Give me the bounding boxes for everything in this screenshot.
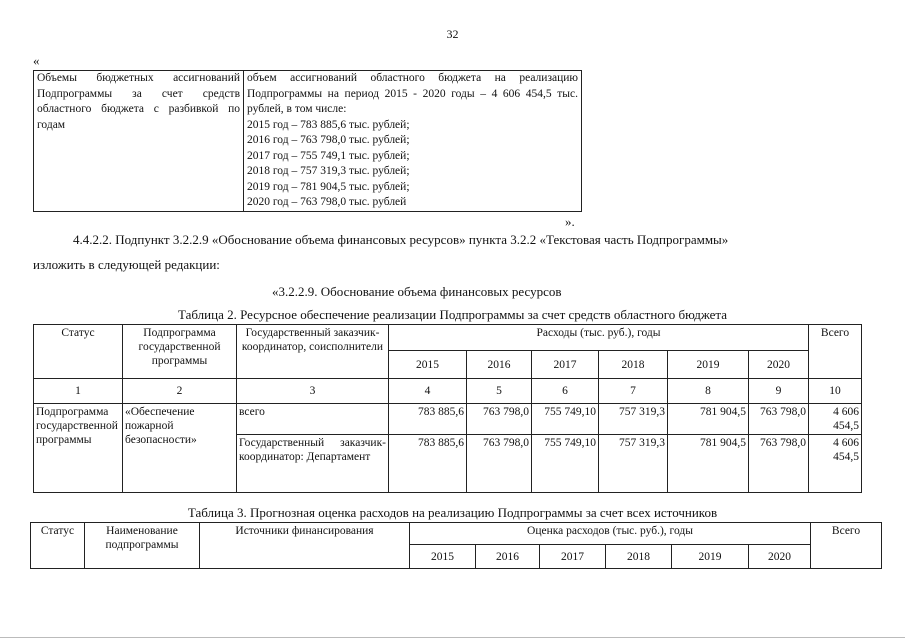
table2-value: 763 798,0 xyxy=(467,435,532,493)
table2-year-2020: 2020 xyxy=(749,351,809,379)
paragraph-line-1: 4.4.2.2. Подпункт 3.2.2.9 «Обоснование объема финансовых ресурсов» пункта 3.2.2 «Текстовая часть Подпрограммы» xyxy=(73,232,729,247)
table2-col-number: 2 xyxy=(123,379,237,404)
open-quote: « xyxy=(33,53,40,68)
table2-caption: Таблица 2. Ресурсное обеспечение реализации Подпрограммы за счет средств областного бюджета xyxy=(177,307,728,322)
table2-row-label: Государственный заказчик-координатор: Департамент xyxy=(237,435,389,493)
paragraph-line-2: изложить в следующей редакции: xyxy=(33,257,220,272)
table2-program-cell: «Обеспечение пожарной безопасности» xyxy=(123,404,237,493)
table3-year-2020: 2020 xyxy=(749,545,811,569)
box-right-intro: объем ассигнований областного бюджета на реализацию Подпрограммы на период 2015 - 2020 годы – 4 606 454,5 тыс. рублей, в том числе: xyxy=(247,72,578,115)
table3-caption: Таблица 3. Прогнозная оценка расходов на реализацию Подпрограммы за счет всех источников xyxy=(187,505,718,520)
box-year-line: 2016 год – 763 798,0 тыс. рублей; xyxy=(247,134,410,146)
budget-allocation-box xyxy=(33,70,582,212)
table3 xyxy=(30,522,882,569)
table2-header-expenses: Расходы (тыс. руб.), годы xyxy=(389,325,809,351)
table2-total: 4 606 454,5 xyxy=(809,404,862,435)
table2-value: 763 798,0 xyxy=(467,404,532,435)
table2 xyxy=(33,324,862,493)
table2-value: 781 904,5 xyxy=(668,404,749,435)
table3-header-status: Статус xyxy=(31,523,85,569)
table3-header-sources: Источники финансирования xyxy=(200,523,410,569)
table2-col-number: 5 xyxy=(467,379,532,404)
table2-year-2017: 2017 xyxy=(532,351,599,379)
table2-status-cell: Подпрограмма государственной программы xyxy=(34,404,123,493)
table2-year-2019: 2019 xyxy=(668,351,749,379)
table2-value: 763 798,0 xyxy=(749,435,809,493)
table3-header-name: Наименование подпрограммы xyxy=(85,523,200,569)
box-year-line: 2018 год – 757 319,3 тыс. рублей; xyxy=(247,165,410,177)
table3-year-2018: 2018 xyxy=(606,545,672,569)
box-year-line: 2019 год – 781 904,5 тыс. рублей; xyxy=(247,180,410,193)
table3-year-2017: 2017 xyxy=(540,545,606,569)
table2-col-number: 3 xyxy=(237,379,389,404)
table2-col-number: 1 xyxy=(34,379,123,404)
table3-year-2016: 2016 xyxy=(476,545,540,569)
table2-value: 755 749,10 xyxy=(532,435,599,493)
table2-value: 757 319,3 xyxy=(599,404,668,435)
table2-value: 783 885,6 xyxy=(389,435,467,493)
table2-col-number: 10 xyxy=(809,379,862,404)
page-number: 32 xyxy=(446,27,459,41)
box-right-cell xyxy=(244,71,582,212)
box-year-line: 2020 год – 763 798,0 тыс. рублей xyxy=(247,196,407,208)
table3-year-2015: 2015 xyxy=(410,545,476,569)
close-quote: ». xyxy=(565,214,575,229)
table3-year-2019: 2019 xyxy=(672,545,749,569)
table2-value: 763 798,0 xyxy=(749,404,809,435)
table2-header-status: Статус xyxy=(34,325,123,379)
table2-value: 755 749,10 xyxy=(532,404,599,435)
table2-total: 4 606 454,5 xyxy=(809,435,862,493)
table2-col-number: 8 xyxy=(668,379,749,404)
table2-value: 757 319,3 xyxy=(599,435,668,493)
table2-col-number: 9 xyxy=(749,379,809,404)
table2-year-2016: 2016 xyxy=(467,351,532,379)
table2-row-label: всего xyxy=(237,404,389,435)
table2-col-number: 7 xyxy=(599,379,668,404)
section-heading: «3.2.2.9. Обоснование объема финансовых ресурсов xyxy=(272,284,562,299)
table2-year-2018: 2018 xyxy=(599,351,668,379)
table2-year-2015: 2015 xyxy=(389,351,467,379)
table2-value: 781 904,5 xyxy=(668,435,749,493)
box-year-line: 2017 год – 755 749,1 тыс. рублей; xyxy=(247,149,410,162)
table2-header-total: Всего xyxy=(809,325,862,379)
table2-col-number: 6 xyxy=(532,379,599,404)
page-edge-divider xyxy=(0,637,905,638)
table3-header-estimate: Оценка расходов (тыс. руб.), годы xyxy=(410,523,811,545)
table2-col-number: 4 xyxy=(389,379,467,404)
box-left-cell: Объемы бюджетных ассигнований Подпрограммы за счет средств областного бюджета с разбивкой по годам xyxy=(34,71,244,212)
table2-value: 783 885,6 xyxy=(389,404,467,435)
table2-header-program: Подпрограмма государственной программы xyxy=(123,325,237,379)
table3-header-total: Всего xyxy=(811,523,882,569)
table2-header-customer: Государственный заказчик-координатор, соисполнители xyxy=(237,325,389,379)
box-year-line: 2015 год – 783 885,6 тыс. рублей; xyxy=(247,118,410,131)
